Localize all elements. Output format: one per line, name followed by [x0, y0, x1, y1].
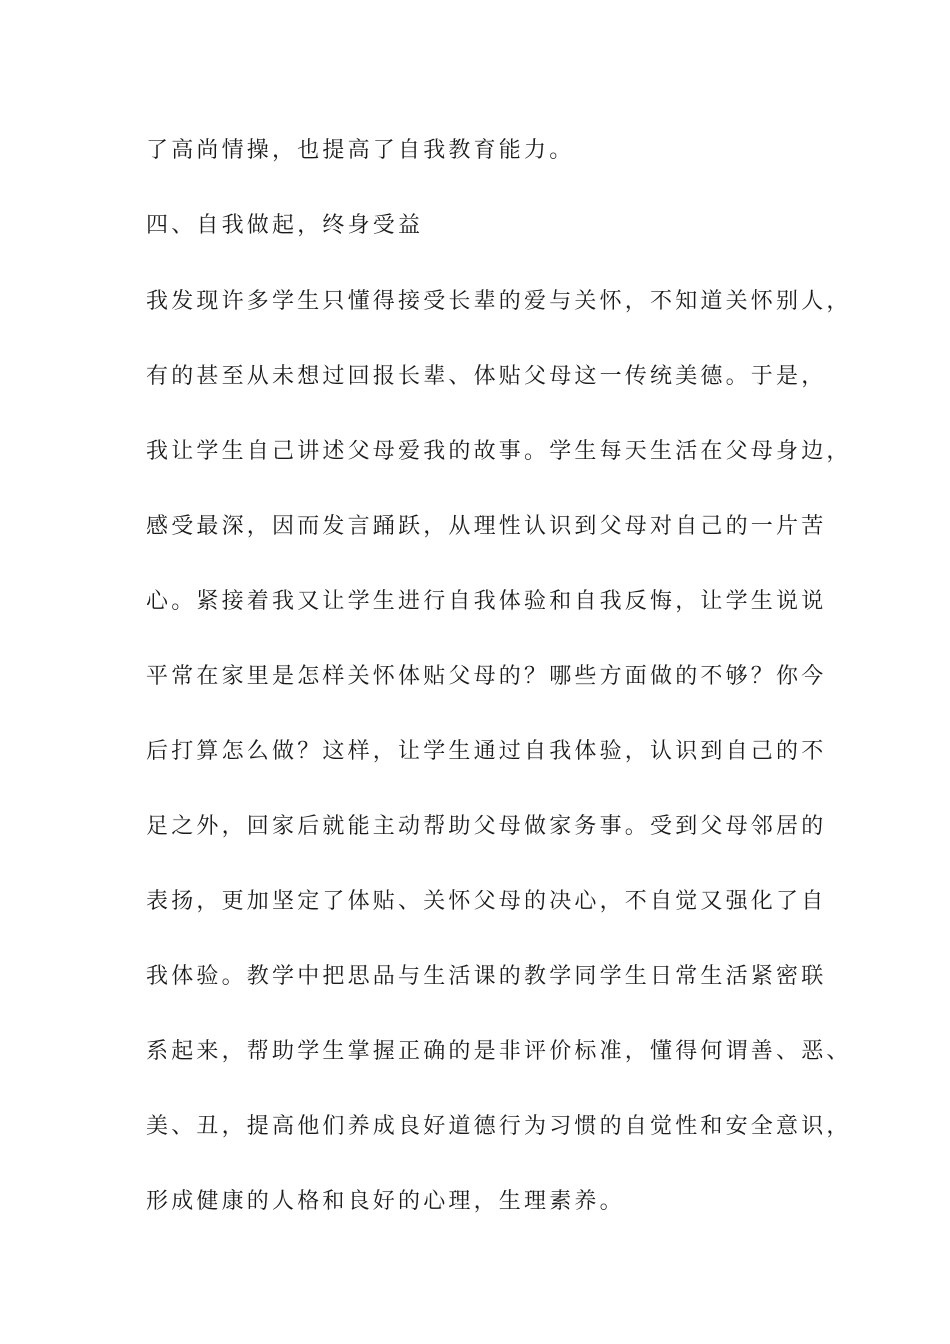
text-line-12: 我体验。教学中把思品与生活课的教学同学生日常生活紧密联: [146, 964, 827, 989]
text-line-3: 我发现许多学生只懂得接受长辈的爱与关怀，不知道关怀别人，: [146, 289, 852, 314]
text-line-9: 后打算怎么做？这样，让学生通过自我体验，认识到自己的不: [146, 739, 827, 764]
text-line-10: 足之外，回家后就能主动帮助父母做家务事。受到父母邻居的: [146, 814, 827, 839]
text-line-15: 形成健康的人格和良好的心理，生理素养。: [146, 1189, 625, 1214]
text-line-5: 我让学生自己讲述父母爱我的故事。学生每天生活在父母身边，: [146, 439, 852, 464]
text-line-4: 有的甚至从未想过回报长辈、体贴父母这一传统美德。于是，: [146, 364, 827, 389]
text-line-7: 心。紧接着我又让学生进行自我体验和自我反悔，让学生说说: [146, 589, 827, 614]
text-line-14: 美、丑，提高他们养成良好道德行为习惯的自觉性和安全意识，: [146, 1114, 852, 1139]
text-line-8: 平常在家里是怎样关怀体贴父母的？哪些方面做的不够？你今: [146, 664, 827, 689]
section-heading: 四、自我做起，终身受益: [146, 213, 424, 238]
text-line-11: 表扬，更加坚定了体贴、关怀父母的决心，不自觉又强化了自: [146, 889, 827, 914]
text-line-13: 系起来，帮助学生掌握正确的是非评价标准，懂得何谓善、恶、: [146, 1039, 852, 1064]
text-line-1: 了高尚情操，也提高了自我教育能力。: [146, 138, 575, 163]
text-line-6: 感受最深，因而发言踊跃，从理性认识到父母对自己的一片苦: [146, 514, 827, 539]
